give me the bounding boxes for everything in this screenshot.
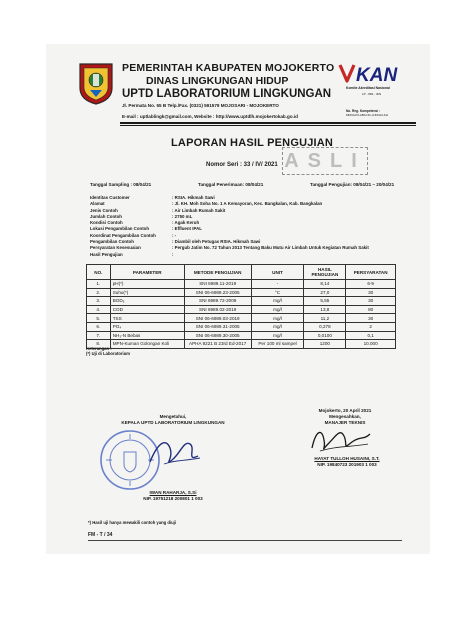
table-cell: 1200 [304, 340, 346, 349]
table-cell: 2 [346, 322, 396, 331]
info-value: : [172, 251, 174, 257]
table-cell: SNI 6989.72-2009 [184, 297, 251, 306]
sig-right-line1: Mojokerto, 20 April 2021 [318, 408, 372, 413]
form-code: FM - T / 34 [88, 532, 113, 538]
table-cell: PO₄ [110, 322, 184, 331]
info-label: Jumlah Contoh [90, 213, 122, 219]
table-cell: mg/l [251, 297, 304, 306]
table-row [87, 331, 396, 340]
table-cell: 80 [346, 305, 396, 314]
head-nip: NIP. 19751218 200801 1 003 [143, 496, 203, 501]
table-cell: 11,2 [304, 314, 346, 323]
report-title: LAPORAN HASIL PENGUJIAN [171, 137, 334, 149]
notes-title: Keterangan : [86, 346, 112, 351]
info-value: : Pergub Jatim No. 72 Tahun 2013 Tentang Baku Mutu Air Limbah Untuk Kegiatan Rumah Sakit [172, 245, 369, 251]
info-label: Lokasi Pengambilan Contoh [90, 226, 150, 232]
table-cell: 0,1 [346, 331, 396, 340]
info-label: Koordinat Pengambilan Contoh [90, 232, 156, 238]
manager-name: HAYAT TULLOH HUSAINI, S.T. [314, 456, 380, 461]
column-header: NO. [87, 265, 111, 280]
kan-accreditation-logo [338, 61, 408, 85]
table-cell: 30 [346, 297, 396, 306]
table-cell: 3. [87, 297, 111, 306]
table-cell: 10.000 [346, 340, 396, 349]
info-label: Identitas Customer [90, 195, 130, 200]
table-cell: NH₃-N Bebas [110, 331, 184, 340]
signature-block-head [118, 414, 228, 426]
table-row [87, 288, 396, 297]
original-stamp: ASLI [282, 147, 368, 175]
table-cell: 8. [87, 340, 111, 349]
table-cell: 0,278 [304, 322, 346, 331]
table-cell: 30 [346, 314, 396, 323]
table-cell: mg/l [251, 305, 304, 314]
info-label: Kondisi Contoh [90, 220, 123, 226]
table-cell: 5. [87, 314, 111, 323]
kan-registration-label: No. Reg. Kompetensi : [346, 109, 381, 113]
table-cell: 2. [87, 288, 111, 297]
table-cell: TSS [110, 314, 184, 323]
head-signature-icon [146, 434, 204, 470]
table-cell: SNI 6989.02-2019 [184, 305, 251, 314]
header-contact: E-mail : uptlablingk@gmail.com, Website : http://www.uptdlh.mojokertokab.go.id [122, 114, 298, 119]
table-cell: °C [251, 288, 304, 297]
table-cell: pH(*) [110, 280, 184, 289]
table-cell: mg/l [251, 322, 304, 331]
header-gov-name: PEMERINTAH KABUPATEN MOJOKERTO [122, 62, 335, 74]
header-divider [120, 122, 416, 124]
info-label: Persyaratan Kesesuaian [90, 245, 141, 251]
table-cell: Suhu(*) [110, 288, 184, 297]
header-divider-thin [120, 125, 416, 126]
notes [86, 346, 130, 356]
table-cell: mg/l [251, 331, 304, 340]
info-value: : - [172, 232, 177, 238]
manager-signature-icon [306, 424, 376, 456]
table-cell: SNI 06-6989.30-2005 [184, 331, 251, 340]
kan-registration-number: MDN/LP/LAB/LNG-UJI/KH/LKH [346, 113, 389, 117]
column-header: METODE PENGUJIAN [184, 265, 251, 280]
sig-right-line2: Mengesahkan, [329, 414, 361, 419]
mojokerto-emblem-icon [76, 60, 116, 106]
kan-lab-number: LP - 882 - IDN [362, 92, 382, 96]
table-row [87, 280, 396, 289]
table-row [87, 340, 396, 349]
sig-left-line2: KEPALA UPTD LABORATORIUM LINGKUNGAN [121, 420, 225, 425]
table-row [87, 305, 396, 314]
table-cell: 4. [87, 305, 111, 314]
info-value: : Air Limbah Rumah Sakit [172, 207, 226, 213]
table-cell: COD [110, 305, 184, 314]
table-cell: 8,14 [304, 280, 346, 289]
sig-right-line3: MANAJER TEKNIS [324, 420, 366, 425]
header-lab-name: UPTD LABORATORIUM LINGKUNGAN [122, 88, 332, 100]
sig-left-line1: Mengetahui, [159, 414, 187, 419]
table-cell: SNI 06-6989.23-2005 [184, 288, 251, 297]
receipt-date: Tanggal Penerimaan: 08/04/21 [198, 182, 264, 187]
table-cell: 6-9 [346, 280, 396, 289]
manager-name-block [292, 456, 402, 468]
table-cell: 1. [87, 280, 111, 289]
notes-line: (*) Uji di Laboratorium [86, 351, 130, 356]
table-header-row [87, 265, 396, 280]
info-value: : Diambil oleh Petugas RSIA. Hikmah Sawi [172, 239, 261, 245]
table-cell: Per 100 ml sampel [251, 340, 304, 349]
info-label: Pengambilan Contoh [90, 239, 134, 245]
info-label: Alamat [90, 201, 105, 207]
head-name: IWAN RAHARJA, S.Si [149, 490, 197, 495]
table-cell: APHA 9221 B 23rd Ed-2017 [184, 340, 251, 349]
info-value: : RSIA. Hikmah Sawi [172, 195, 215, 200]
table-cell: SNI 6989.11-2019 [184, 280, 251, 289]
info-label: Hasil Pengujian [90, 251, 123, 257]
table-cell: SNI 06-6989.31-2005 [184, 322, 251, 331]
serial-number: Nomor Seri : 33 / IV/ 2021 [206, 162, 278, 168]
info-label: Jenis Contoh [90, 207, 118, 213]
table-cell: 7. [87, 331, 111, 340]
column-header: PERSYARATAN [346, 265, 396, 280]
column-header: PARAMETER [110, 265, 184, 280]
info-value: : Jl. KH. Moh Soha No. 1 A Kemayoran, Kec. Bangkalan, Kab. Bangkalan [172, 201, 323, 207]
table-cell: BOD₅ [110, 297, 184, 306]
column-header: HASIL PENGUJIAN [304, 265, 346, 280]
manager-nip: NIP. 19840723 201903 1 003 [317, 462, 377, 467]
table-cell: SNI 06-6989.03-2019 [184, 314, 251, 323]
kan-subtitle: Komite Akreditasi Nasional [346, 86, 390, 90]
table-cell: 6. [87, 322, 111, 331]
head-name-block [118, 490, 228, 502]
table-cell: - [251, 280, 304, 289]
info-value: : Agak Keruh [172, 220, 200, 226]
table-cell: 27,0 [304, 288, 346, 297]
table-cell: 30 [346, 288, 396, 297]
table-cell: MPN-Kuman Golongan Koli [110, 340, 184, 349]
table-cell: 5,55 [304, 297, 346, 306]
header-office-name: DINAS LINGKUNGAN HIDUP [146, 75, 289, 87]
kan-logo-text: KAN [356, 65, 398, 85]
table-cell: 13,8 [304, 305, 346, 314]
info-value: : Effluent IPAL [172, 226, 202, 232]
table-row [87, 322, 396, 331]
column-header: UNIT [251, 265, 304, 280]
header-address: Jl. Permata No. 55 B Telp./Fax. (0321) 591579 MOJOSARI - MOJOKERTO [122, 103, 279, 108]
results-table [86, 264, 396, 349]
sampling-date: Tanggal Sampling : 08/04/21 [90, 182, 152, 187]
footer-divider [88, 540, 402, 541]
table-cell: 0,0100 [304, 331, 346, 340]
table-row [87, 314, 396, 323]
footer-note: *) Hasil uji hanya mewakili contoh yang diuji [88, 520, 176, 525]
table-cell: mg/l [251, 314, 304, 323]
table-row [87, 297, 396, 306]
testing-date: Tanggal Pengujian: 08/04/21 – 20/04/21 [310, 182, 395, 187]
info-value: : 2750 mL [172, 213, 193, 219]
